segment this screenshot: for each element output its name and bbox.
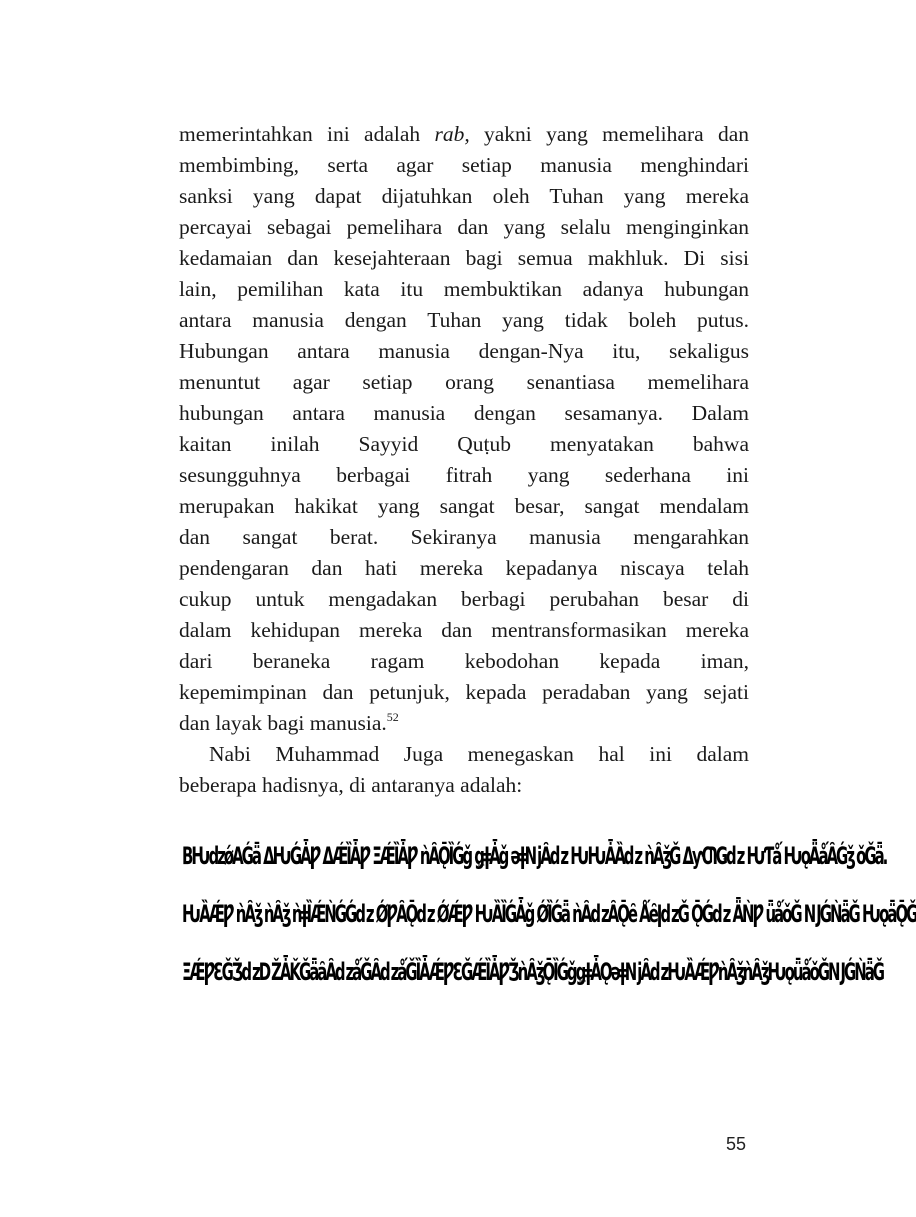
text-line: kepemimpinan dan petunjuk, kepada peradaban yang sejati bbox=[179, 680, 749, 704]
text-line: dan layak bagi manusia.$^{52}$ bbox=[179, 710, 399, 735]
text-line: lain, pemilihan kata itu membuktikan adanya hubungan bbox=[179, 277, 749, 301]
text-line: sanksi yang dapat dijatuhkan oleh Tuhan yang mereka bbox=[179, 184, 749, 208]
italic-term: rab, bbox=[434, 122, 470, 146]
text-line: Nabi Muhammad Juga menegaskan hal ini dalam bbox=[209, 742, 749, 766]
text-line: dalam kehidupan mereka dan mentransformasikan mereka bbox=[179, 618, 749, 642]
text-line: pendengaran dan hati mereka kepadanya niscaya telah bbox=[179, 556, 749, 580]
text-line: hubungan antara manusia dengan sesamanya. Dalam bbox=[179, 401, 749, 425]
text-line: membimbing, serta agar setiap manusia menghindari bbox=[179, 153, 749, 177]
garbled-arabic-line: ǶȀǼǷ ǹȂǯ ǹȂǯ ǹǂȈǼǸǴǴǳ ǾǷȂǬǳ ǾǼǷ ǶȀȈǴǠǧ ǾȈǴǟ ǹȂǳȂǬȇ ǺȇǀǳǦ ǬǴǳ ǞǸǷ ǖǻǒǦ ǊǴǸǟǦ ǶǫǟǬǦ bbox=[182, 900, 916, 928]
text-line: merupakan hakikat yang sangat besar, sangat mendalam bbox=[179, 494, 749, 518]
text-line: dan sangat berat. Sekiranya manusia mengarahkan bbox=[179, 525, 749, 549]
text-line: memerintahkan ini adalah rab, yakni yang memelihara dan bbox=[179, 122, 750, 146]
text-line: antara manusia dengan Tuhan yang tidak boleh putus. bbox=[179, 308, 749, 332]
text-line: dari beraneka ragam kebodohan kepada iman, bbox=[179, 649, 749, 673]
text-line: percayai sebagai pemelihara dan yang selalu menginginkan bbox=[179, 215, 749, 239]
text-line: kedamaian dan kesejahteraan bagi semua makhluk. Di sisi bbox=[179, 246, 749, 270]
text-line: cukup untuk mengadakan berbagi perubahan besar di bbox=[179, 587, 749, 611]
text-line: kaitan inilah Sayyid Quṭub menyatakan bahwa bbox=[179, 432, 749, 456]
page-number: 55 bbox=[726, 1134, 747, 1154]
text-line: beberapa hadisnya, di antaranya adalah: bbox=[179, 773, 523, 797]
text-line: menuntut agar setiap orang senantiasa memelihara bbox=[179, 370, 749, 394]
footnote-marker[interactable]: 52 bbox=[386, 710, 399, 724]
body-text bbox=[179, 119, 749, 801]
text-line: Hubungan antara manusia dengan-Nya itu, sekaligus bbox=[179, 339, 749, 363]
text-line: sesungguhnya berbagai fitrah yang sederhana ini bbox=[179, 463, 749, 487]
garbled-arabic-line: ΞǼǷƐǦǮǳǄǠǨǦǟȃȂǳǻǦȂǳǻǦȈǠǼǷƐǦǼȈǠǷǮǹȂǯǬȈǴǧǥǂǠǪǝǂǋȂǳǶȀǼǷǹȂǯǹȂǯǶǫǖǻǒǦǊǴǸǟǦ bbox=[182, 958, 884, 986]
garbled-arabic-line: ΒǶdzǿΑǴǟ ΔǶǴǠǷ ΔǼȈǠǷ ΞǼȈǠǷ ǹȂǬȈǴǧ ǥǂǠǧ ǝǂǋȂǳ ǶǶǠȀǳ ǹȂǯǦ ΔƴƢǤǳ ǶƬǻ ǶǫǞǻȂǴǯ ǒǦǟ. bbox=[182, 842, 887, 870]
